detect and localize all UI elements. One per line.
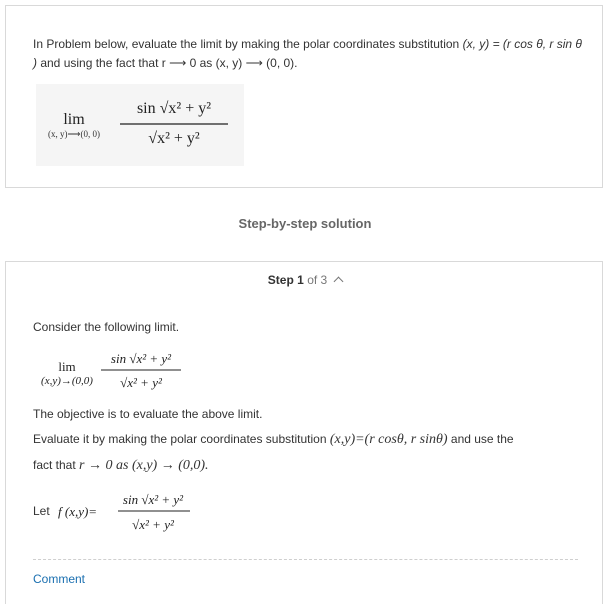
lim-label: lim <box>63 111 85 128</box>
intro-text: Consider the following limit. <box>33 320 180 334</box>
lim-subscript: (x,y)→(0,0) <box>41 375 93 387</box>
solution-limit-formula <box>33 342 203 394</box>
let-label: Let <box>33 504 50 518</box>
numerator: sin √x² + y² <box>110 351 172 366</box>
fact-math: r → 0 as (x,y) → (0,0). <box>79 458 209 473</box>
fact-text: fact that r → 0 as (x,y) → (0,0). <box>33 458 209 473</box>
function-denominator: √x² + y² <box>132 517 174 532</box>
problem-limit-formula <box>36 84 244 166</box>
problem-statement: In Problem below, evaluate the limit by making the polar coordinates substitution (x, y) = (r cos θ, r sin θ ) and using the fact that r ⟶ 0 as (x, y) ⟶ (0, 0). <box>33 37 582 70</box>
lim-subscript: (x, y)⟶(0, 0) <box>48 129 100 139</box>
denominator: √x² + y² <box>120 375 162 390</box>
section-title: Step-by-step solution <box>238 216 372 231</box>
divider <box>33 559 578 560</box>
function-definition <box>56 484 216 538</box>
chevron-up-icon[interactable] <box>334 277 344 287</box>
numerator: sin √x² + y² <box>136 100 212 117</box>
function-name: f (x,y)= <box>58 504 98 519</box>
objective-text: The objective is to evaluate the above limit. <box>33 407 263 421</box>
evaluate-text: Evaluate it by making the polar coordinates substitution (x,y)=(r cosθ, r sinθ) and use the <box>33 432 514 447</box>
substitution-equation: (x,y)=(r cosθ, r sinθ) <box>329 432 448 447</box>
solution-card <box>5 261 603 604</box>
problem-card <box>5 5 603 188</box>
denominator: √x² + y² <box>148 130 200 147</box>
problem-limit-image <box>36 84 244 166</box>
lim-label: lim <box>58 359 76 374</box>
comment-link[interactable]: Comment <box>33 572 86 586</box>
step-header[interactable]: Step 1 of 3 <box>6 273 604 287</box>
function-numerator: sin √x² + y² <box>122 492 184 507</box>
